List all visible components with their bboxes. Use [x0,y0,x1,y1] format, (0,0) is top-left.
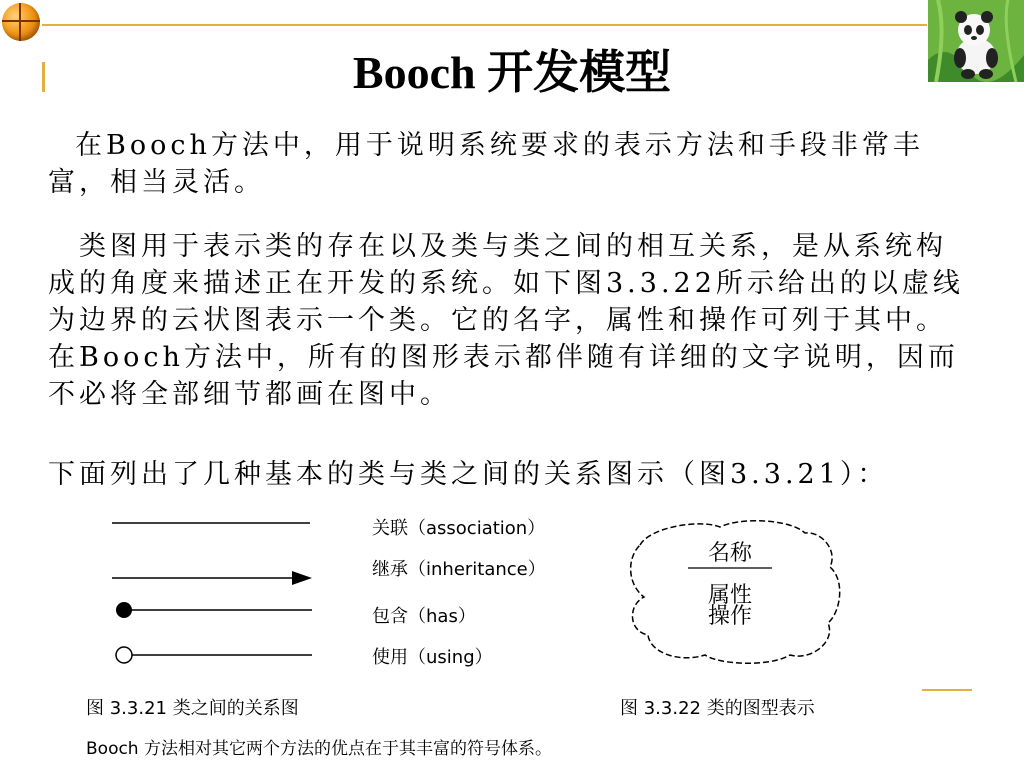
cloud-name: 名称 [707,541,752,566]
page-title: Booch 开发模型 [352,47,672,98]
inheritance-arrowhead [292,571,312,585]
caption-right: 图 3.3.22 类的图型表示 [620,698,815,719]
orange-ball-icon [2,3,40,41]
legend-using: 使用（using） [372,647,493,668]
footer-note: Booch 方法相对其它两个方法的优点在于其丰富的符号体系。 [86,739,552,759]
cloud-attributes: 属性 [707,583,752,608]
has-filled-dot [116,602,132,618]
right-accent-rule [922,689,972,691]
paragraph-3: 下面列出了几种基本的类与类之间的关系图示（图3.3.21）： [48,459,889,490]
top-divider [42,24,927,26]
legend-inheritance: 继承（inheritance） [372,559,546,580]
using-hollow-dot [116,647,132,663]
legend-has: 包含（has） [372,606,476,627]
paragraph-1: 在Booch方法中，用于说明系统要求的表示方法和手段非常丰富，相当灵活。 [48,130,924,198]
caption-left: 图 3.3.21 类之间的关系图 [86,698,299,719]
paragraph-2: 类图用于表示类的存在以及类与类之间的相互关系，是从系统构成的角度来描述正在开发的系统。如下图3.3.22所示给出的以虚线为边界的云状图表示一个类。它的名字，属性和操作可列于其中。在Booch方法中，所有的图形表示都伴随有详细的文字说明，因而不必将全部细节都画在图中。 [48,231,964,410]
legend-association: 关联（association） [372,518,546,539]
cloud-operations: 操作 [707,604,752,629]
